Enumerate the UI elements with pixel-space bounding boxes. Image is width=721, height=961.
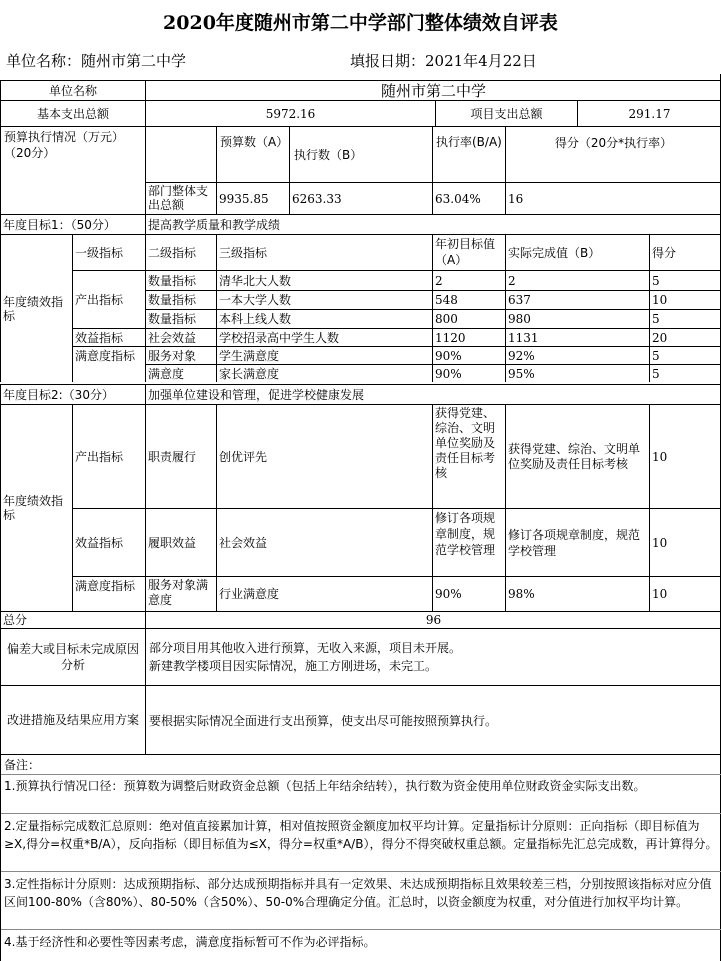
- row-level1: 效益指标: [72, 508, 145, 576]
- row-actual: 1131: [505, 328, 649, 346]
- row-level2: 社会效益: [145, 328, 216, 346]
- row-actual: 2: [505, 270, 649, 290]
- hdr-level3: 三级指标: [216, 234, 432, 270]
- note-3: 3.定性指标计分原则：达成预期指标、部分达成预期指标并具有一定效果、未达成预期指标且效果较差三档，分别按照该指标对应分值区间100-80%（含80%）、80-50%（含50%）、50-0%合理确定分值。汇总时，以资金额度为权重，对分值进行加权平均计算。: [4, 877, 712, 909]
- deviation-label: 偏差大或目标未完成原因分析: [0, 628, 145, 685]
- row-level2: 数量指标: [145, 270, 216, 290]
- row-target: 800: [432, 309, 505, 328]
- unit-name-header: 单位名称：随州市第二中学: [6, 52, 187, 70]
- row-level3: 一本大学人数: [216, 290, 432, 309]
- row-level3: 行业满意度: [216, 576, 432, 611]
- col-score-header: 得分（20分*执行率）: [505, 126, 721, 182]
- group-satisfaction: 满意度指标: [72, 346, 145, 382]
- note-1: 1.预算执行情况口径：预算数为调整后财政资金总额（包括上年结余结转），执行数为资金使用单位财政资金实际支出数。: [4, 779, 646, 793]
- note-4: 4.基于经济性和必要性等因素考虑，满意度指标暂可不作为必评指标。: [4, 935, 376, 949]
- row-level3: 社会效益: [216, 508, 432, 576]
- row-actual: 98%: [505, 576, 649, 611]
- row-score: 10: [649, 404, 721, 508]
- row-level2: 满意度: [145, 364, 216, 382]
- row-target: 修订各项规章制度，规范学校管理: [432, 508, 505, 576]
- notes-title: 备注：: [4, 758, 41, 772]
- row-level2: 履职效益: [145, 508, 216, 576]
- improve-text: 要根据实际情况全面进行支出预算，使支出尽可能按照预算执行。: [145, 685, 721, 755]
- row-target: 90%: [432, 576, 505, 611]
- deviation-line: 部分项目用其他收入进行预算，无收入来源，项目未开展。: [149, 641, 462, 655]
- rate-value: 63.04%: [432, 182, 505, 214]
- row-score: 10: [649, 508, 721, 576]
- row-actual: 95%: [505, 364, 649, 382]
- basic-expense-value: 5972.16: [145, 100, 435, 126]
- row-target: 548: [432, 290, 505, 309]
- row-score: 20: [649, 328, 721, 346]
- row-level1: 产出指标: [72, 404, 145, 508]
- row-target: 90%: [432, 346, 505, 364]
- project-expense-label: 项目支出总额: [435, 100, 577, 126]
- row-actual: 获得党建、综治、文明单位奖励及责任目标考核: [505, 404, 649, 508]
- col-exec-header: 执行数（B）: [289, 126, 432, 182]
- page-title: 2020年度随州市第二中学部门整体绩效自评表: [163, 12, 558, 34]
- deviation-line: 新建教学楼项目因实际情况，施工方刚进场，未完工。: [149, 659, 438, 673]
- divider: [1, 929, 721, 930]
- row-level2: 职责履行: [145, 404, 216, 508]
- deviation-text: [145, 628, 721, 685]
- goal1-perf-label: 年度绩效指标: [0, 234, 72, 382]
- row-score: 10: [649, 290, 721, 309]
- unit-name-label: 单位名称: [0, 80, 145, 100]
- goal2-label: 年度目标2:（30分）: [0, 384, 145, 404]
- divider: [1, 813, 721, 814]
- group-output: 产出指标: [72, 270, 145, 328]
- hdr-level2: 二级指标: [145, 234, 216, 270]
- group-effect: 效益指标: [72, 328, 145, 346]
- row-score: 5: [649, 270, 721, 290]
- goal1-text: 提高教学质量和教学成绩: [145, 214, 721, 234]
- row-actual: 980: [505, 309, 649, 328]
- row-actual: 637: [505, 290, 649, 309]
- project-expense-value: 291.17: [577, 100, 721, 126]
- hdr-score: 得分: [649, 234, 721, 270]
- row-level3: 清华北大人数: [216, 270, 432, 290]
- divider: [1, 871, 721, 872]
- goal1-label: 年度目标1：（50分）: [0, 214, 145, 234]
- basic-expense-label: 基本支出总额: [0, 100, 145, 126]
- row-score: 5: [649, 346, 721, 364]
- row-target: 2: [432, 270, 505, 290]
- hdr-actual: 实际完成值（B）: [505, 234, 649, 270]
- row-score: 5: [649, 364, 721, 382]
- total-value: 96: [145, 611, 721, 628]
- budget-empty-cell: [145, 126, 216, 182]
- row-target: 90%: [432, 364, 505, 382]
- row-level3: 学校招录高中学生人数: [216, 328, 432, 346]
- report-header: [0, 48, 721, 74]
- row-level1: 满意度指标: [72, 576, 145, 611]
- row-actual: 修订各项规章制度，规范学校管理: [505, 508, 649, 576]
- score-value: 16: [505, 182, 721, 214]
- budget-row-label: 部门整体支出总额: [145, 182, 216, 214]
- total-label: 总分: [0, 611, 145, 628]
- row-level3: 创优评先: [216, 404, 432, 508]
- row-score: 10: [649, 576, 721, 611]
- row-target: 获得党建、综治、文明单位奖励及责任目标考核: [432, 404, 505, 508]
- budget-value: 9935.85: [216, 182, 289, 214]
- budget-section-label: 预算执行情况（万元）（20分）: [0, 126, 145, 214]
- divider: [1, 774, 721, 775]
- hdr-level1: 一级指标: [72, 234, 145, 270]
- row-level2: 数量指标: [145, 290, 216, 309]
- row-level2: 服务对象: [145, 346, 216, 364]
- notes-section: [0, 755, 721, 961]
- goal2-text: 加强单位建设和管理，促进学校健康发展: [145, 384, 721, 404]
- improve-label: 改进措施及结果应用方案: [0, 685, 145, 755]
- report-date: 填报日期：2021年4月22日: [350, 52, 537, 70]
- row-level3: 家长满意度: [216, 364, 432, 382]
- row-level2: 数量指标: [145, 309, 216, 328]
- exec-value: 6263.33: [289, 182, 432, 214]
- row-level2: 服务对象满意度: [145, 576, 216, 611]
- row-actual: 92%: [505, 346, 649, 364]
- row-level3: 本科上线人数: [216, 309, 432, 328]
- note-2: 2.定量指标完成数汇总原则：绝对值直接累加计算，相对值按照资金额度加权平均计算。定量指标计分原则：正向指标（即目标值为≥X,得分=权重*B/A），反向指标（即目标值为≤X，得分=权重*A/B），得分不得突破权重总额。定量指标先汇总完成数，再计算得分。: [4, 819, 718, 851]
- row-target: 1120: [432, 328, 505, 346]
- unit-name-value: 随州市第二中学: [145, 80, 721, 100]
- col-budget-header: 预算数（A）: [216, 126, 289, 182]
- goal2-perf-label: 年度绩效指标: [0, 404, 72, 611]
- col-rate-header: 执行率(B/A): [432, 126, 505, 182]
- row-level3: 学生满意度: [216, 346, 432, 364]
- hdr-target: 年初目标值（A）: [432, 234, 505, 270]
- row-score: 5: [649, 309, 721, 328]
